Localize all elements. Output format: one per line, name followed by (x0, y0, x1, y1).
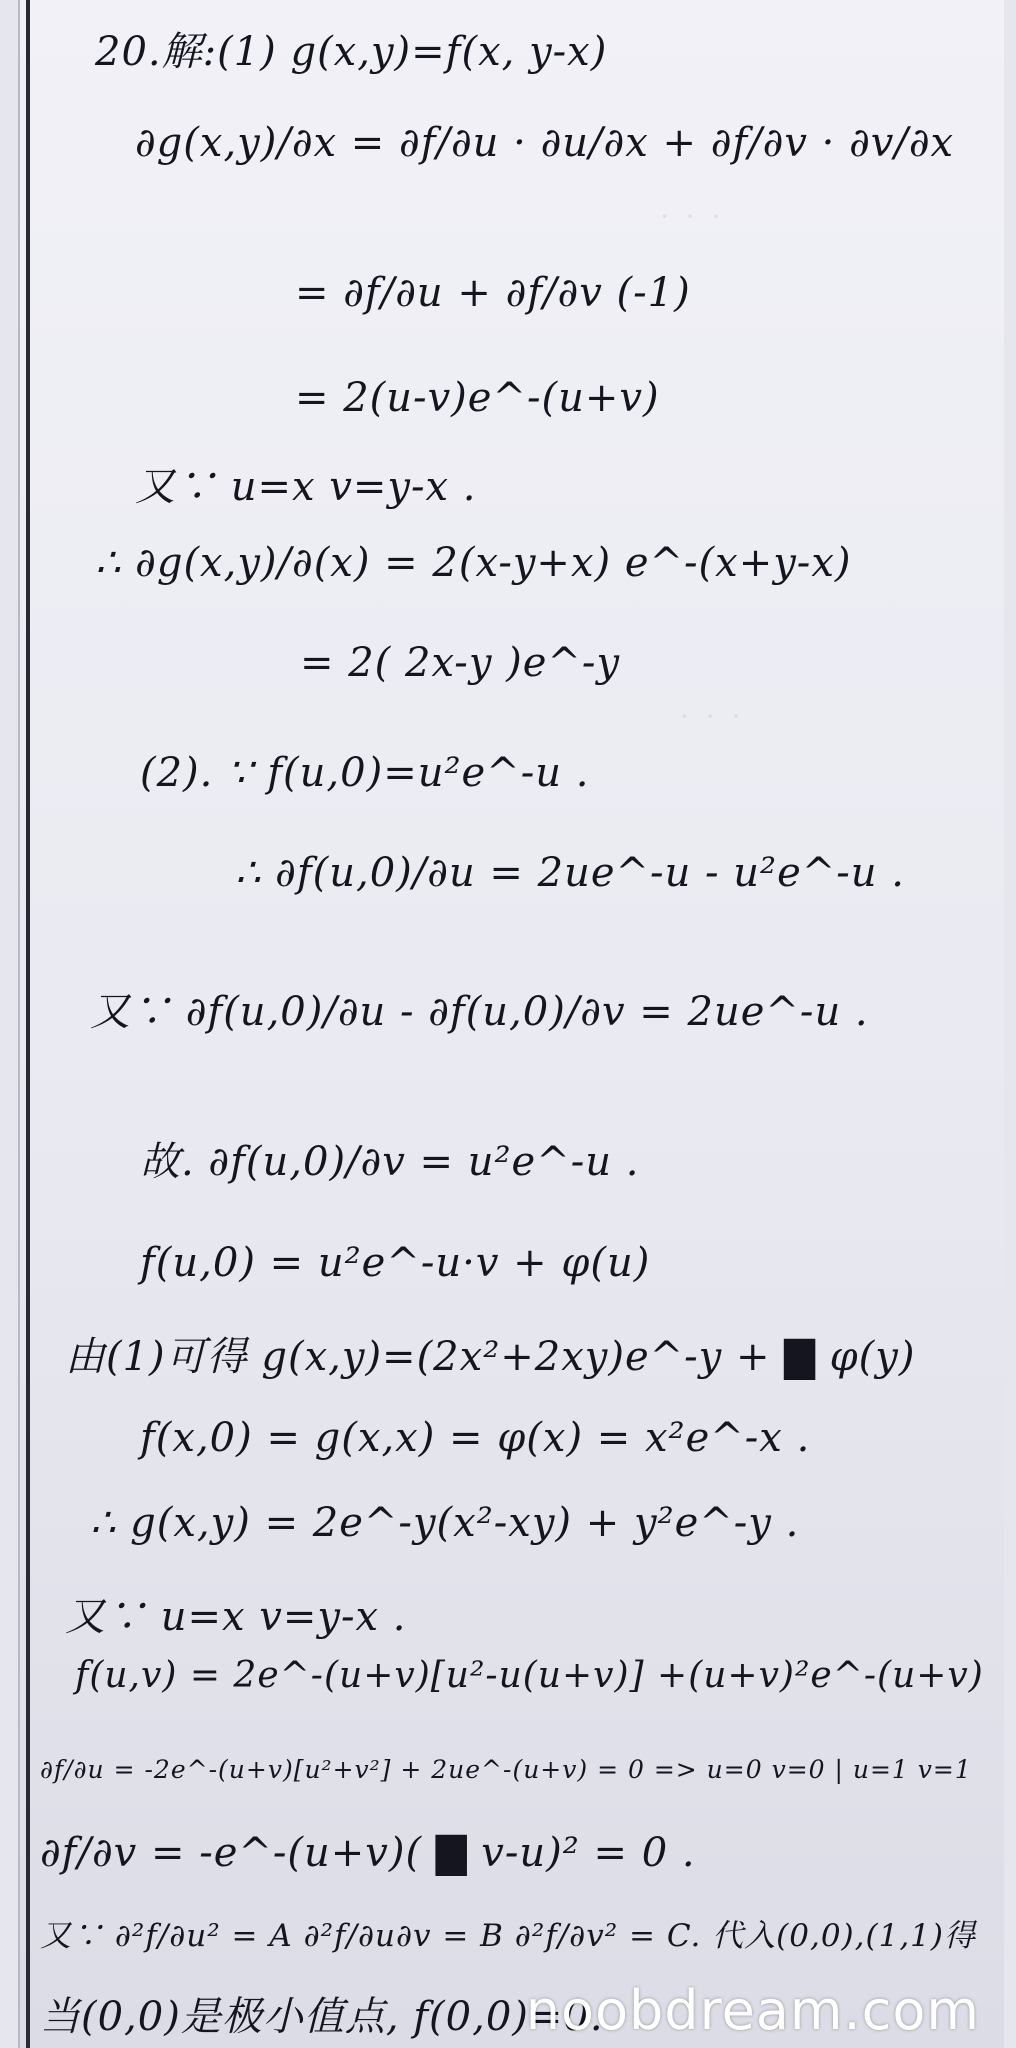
line-11: 故. ∂f(u,0)/∂v = u²e^-u . (140, 1139, 640, 1185)
line-12: f(u,0) = u²e^-u·v + φ(u) (140, 1240, 651, 1286)
show-through-2: ᐧ ᐧ ᐧ (680, 700, 740, 735)
line-18: ∂f/∂u = -2e^-(u+v)[u²+v²] + 2ue^-(u+v) = 0 => u=0 v=0 | u=1 v=1 (40, 1755, 972, 1784)
line-15: ∴ g(x,y) = 2e^-y(x²-xy) + y²e^-y . (90, 1500, 800, 1546)
line-9: ∴ ∂f(u,0)/∂u = 2ue^-u - u²e^-u . (235, 850, 905, 896)
line-20: 又∵ ∂²f/∂u² = A ∂²f/∂u∂v = B ∂²f/∂v² = C. 代入(0,0),(1,1)得 (40, 1918, 976, 1954)
line-1: 20.解:(1) g(x,y)=f(x, y-x) (95, 29, 608, 75)
line-19: ∂f/∂v = -e^-(u+v)( ▇ v-u)² = 0 . (40, 1830, 696, 1876)
line-14: f(x,0) = g(x,x) = φ(x) = x²e^-x . (140, 1415, 811, 1461)
line-6: ∴ ∂g(x,y)/∂(x) = 2(x-y+x) e^-(x+y-x) (95, 540, 852, 586)
line-3: = ∂f/∂u + ∂f/∂v (-1) (295, 270, 691, 316)
line-16: 又∵ u=x v=y-x . (65, 1594, 407, 1640)
line-10: 又∵ ∂f(u,0)/∂u - ∂f(u,0)/∂v = 2ue^-u . (90, 989, 869, 1035)
show-through-1: ᐧ ᐧ ᐧ (660, 200, 720, 235)
left-border (26, 0, 30, 2048)
line-7: = 2( 2x-y )e^-y (300, 640, 621, 686)
line-8: (2). ∵ f(u,0)=u²e^-u . (140, 750, 590, 796)
line-17: f(u,v) = 2e^-(u+v)[u²-u(u+v)] +(u+v)²e^-(u+v) (75, 1655, 984, 1696)
line-2: ∂g(x,y)/∂x = ∂f/∂u · ∂u/∂x + ∂f/∂v · ∂v/∂x (135, 120, 955, 166)
line-4: = 2(u-v)e^-(u+v) (295, 375, 660, 421)
line-13: 由(1)可得 g(x,y)=(2x²+2xy)e^-y + ▇ φ(y) (65, 1334, 916, 1380)
line-5: 又∵ u=x v=y-x . (135, 464, 477, 510)
line-21: 当(0,0)是极小值点, f(0,0)=0. (40, 1994, 604, 2040)
watermark: noobdream.com (525, 1979, 980, 2042)
answer-sheet (18, 0, 1004, 2048)
